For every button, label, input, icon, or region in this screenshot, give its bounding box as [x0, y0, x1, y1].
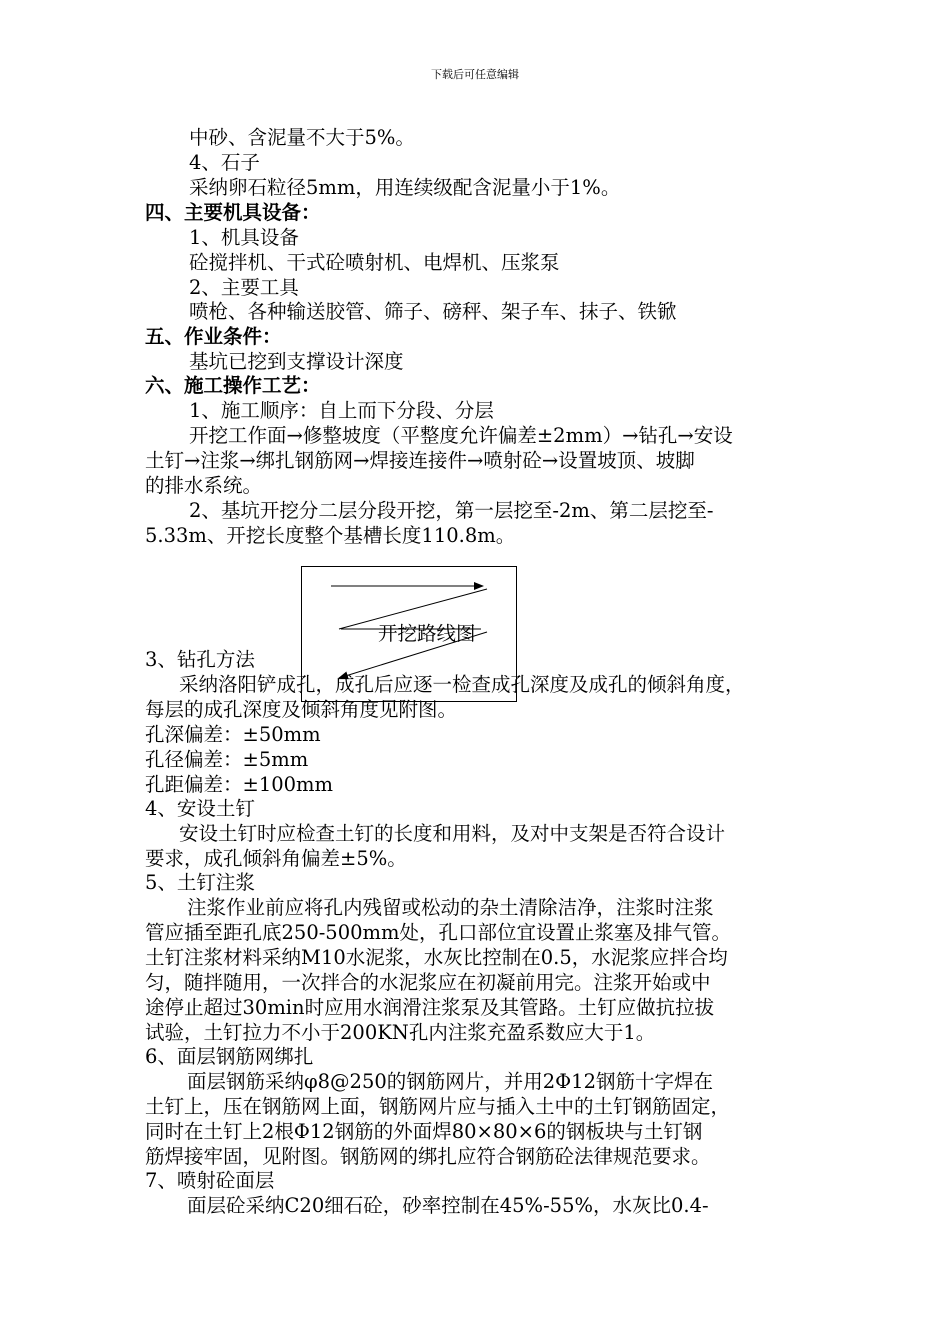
text-line: 面层砼采纳C20细石砼，砂率控制在45%-55%，水灰比0.4- — [187, 1194, 709, 1217]
text-line: 土钉→注浆→绑扎钢筋网→焊接连接件→喷射砼→设置坡顶、坡脚 — [145, 449, 695, 472]
text-line: 1、机具设备 — [189, 226, 299, 249]
text-line: 采纳洛阳铲成孔，成孔后应逐一检查成孔深度及成孔的倾斜角度， — [179, 673, 745, 696]
text-line: 注浆作业前应将孔内残留或松动的杂土清除洁净，注浆时注浆 — [187, 896, 714, 919]
text-line: 基坑已挖到支撑设计深度 — [189, 350, 404, 373]
section-heading: 六、施工操作工艺： — [145, 374, 321, 397]
text-line: 孔径偏差：±5mm — [145, 748, 309, 771]
text-line: 要求，成孔倾斜角偏差±5%。 — [145, 847, 407, 870]
text-line: 筋焊接牢固，见附图。钢筋网的绑扎应符合钢筋砼法律规范要求。 — [145, 1145, 711, 1168]
text-line: 安设土钉时应检查土钉的长度和用料，及对中支架是否符合设计 — [179, 822, 726, 845]
text-line: 每层的成孔深度及倾斜角度见附图。 — [145, 698, 458, 721]
text-line: 4、石子 — [189, 151, 260, 174]
text-line: 1、施工顺序：自上而下分段、分层 — [189, 399, 494, 422]
text-line: 的排水系统。 — [145, 474, 263, 497]
text-line: 砼搅拌机、干式砼喷射机、电焊机、压浆泵 — [189, 251, 560, 274]
text-line: 试验，土钉拉力不小于200KN孔内注浆充盈系数应大于1。 — [145, 1021, 656, 1044]
text-line: 途停止超过30min时应用水润滑注浆泵及其管路。土钉应做抗拉拔 — [145, 996, 715, 1019]
diagram-label: 开挖路线图 — [378, 622, 476, 645]
text-line: 2、主要工具 — [189, 276, 299, 299]
text-line: 7、喷射砼面层 — [145, 1169, 275, 1192]
text-line: 5.33m、开挖长度整个基槽长度110.8m。 — [145, 524, 516, 547]
text-line: 采纳卵石粒径5mm，用连续级配含泥量小于1%。 — [189, 176, 621, 199]
text-line: 同时在土钉上2根Φ12钢筋的外面焊80×80×6的钢板块与土钉钢 — [145, 1120, 703, 1143]
text-line: 6、面层钢筋网绑扎 — [145, 1045, 314, 1068]
text-line: 4、安设土钉 — [145, 797, 255, 820]
text-line: 面层钢筋采纳φ8@250的钢筋网片，并用2Φ12钢筋十字焊在 — [187, 1070, 713, 1093]
text-line: 孔距偏差：±100mm — [145, 773, 334, 796]
text-line: 开挖工作面→修整坡度（平整度允许偏差±2mm）→钻孔→安设 — [189, 424, 733, 447]
page-header: 下载后可任意编辑 — [431, 68, 519, 81]
section-heading: 四、主要机具设备： — [145, 201, 321, 224]
text-line: 3、钻孔方法 — [145, 648, 255, 671]
text-line: 5、土钉注浆 — [145, 871, 255, 894]
text-line: 中砂、含泥量不大于5%。 — [189, 126, 415, 149]
text-line: 孔深偏差：±50mm — [145, 723, 321, 746]
text-line: 土钉注浆材料采纳M10水泥浆，水灰比控制在0.5，水泥浆应拌合均 — [145, 946, 728, 969]
text-line: 喷枪、各种输送胶管、筛子、磅秤、架子车、抹子、铁锨 — [189, 300, 677, 323]
text-line: 管应插至距孔底250-500mm处，孔口部位宜设置止浆塞及排气管。 — [145, 921, 732, 944]
section-heading: 五、作业条件： — [145, 325, 282, 348]
text-line: 匀，随拌随用，一次拌合的水泥浆应在初凝前用完。注浆开始或中 — [145, 971, 711, 994]
text-line: 土钉上，压在钢筋网上面，钢筋网片应与插入土中的土钉钢筋固定， — [145, 1095, 731, 1118]
text-line: 2、基坑开挖分二层分段开挖，第一层挖至-2m、第二层挖至- — [189, 499, 714, 522]
